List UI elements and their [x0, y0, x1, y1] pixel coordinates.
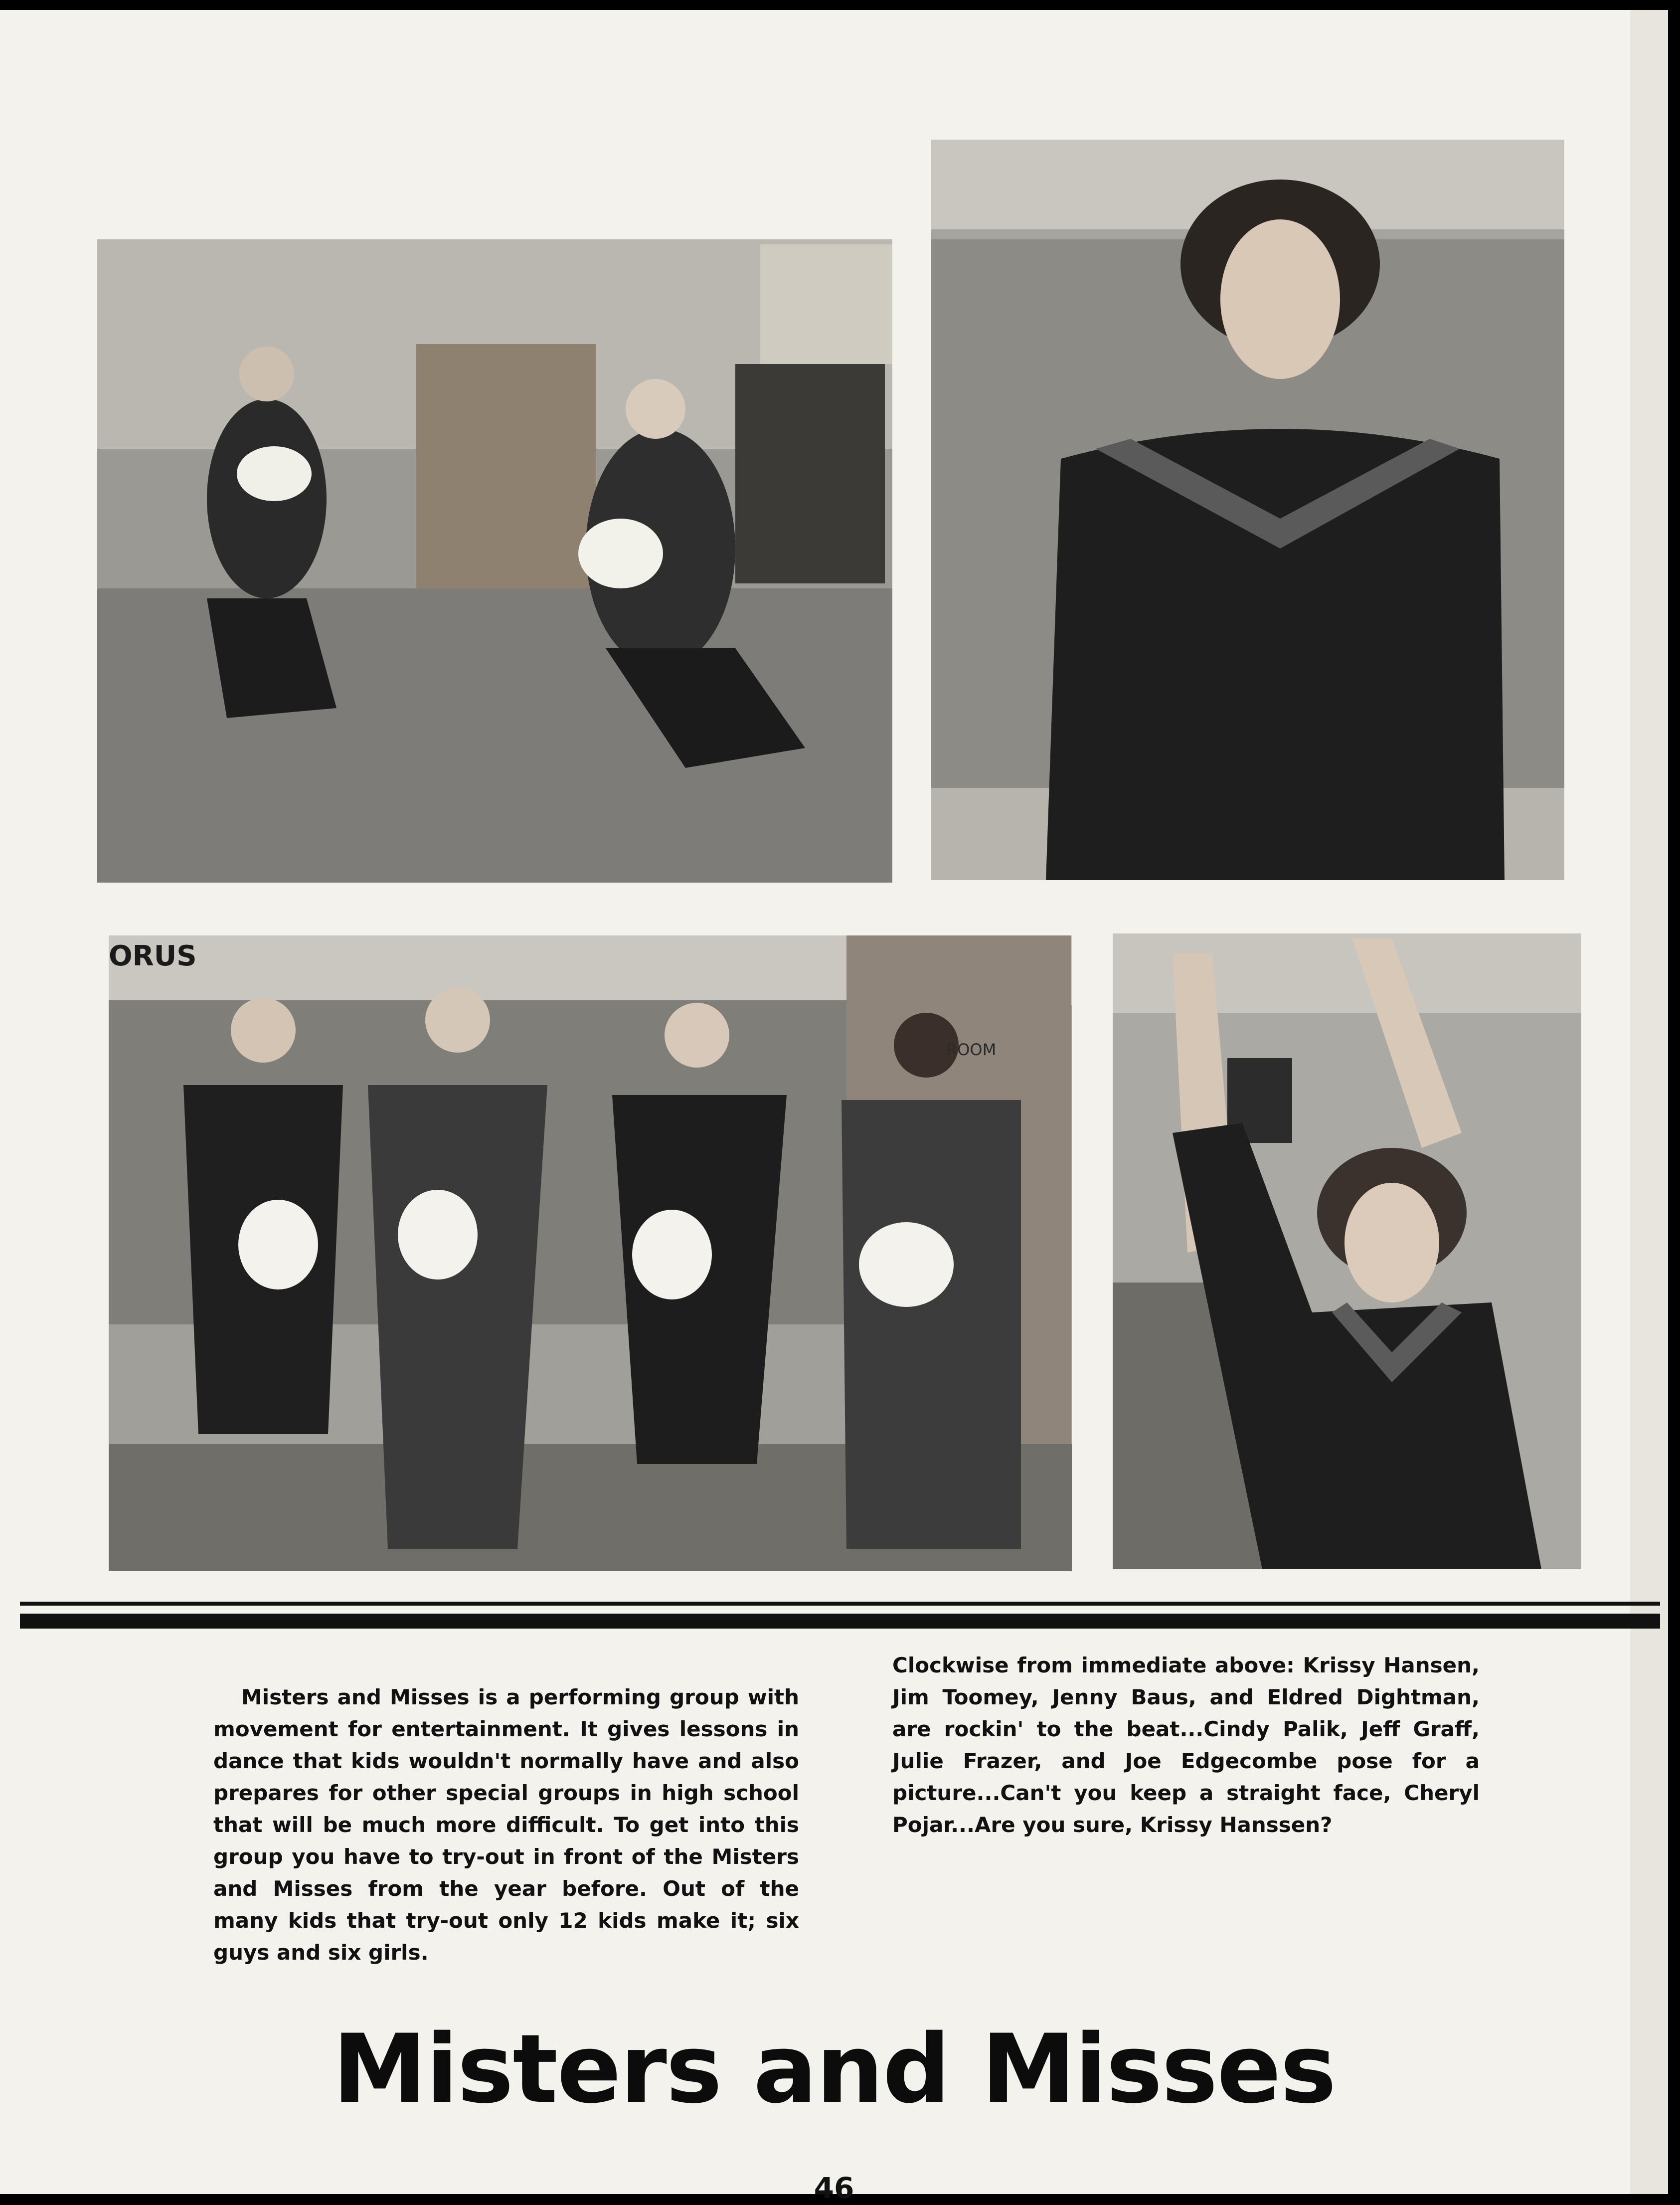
photo-girl-portrait [931, 140, 1564, 880]
divider-thin [20, 1602, 1660, 1606]
article-body-text: Misters and Misses is a performing group with movement for entertainment. It gives lessons in dance that kids wouldn't normally have and also prepares for other special groups in high school that will be much more difficult. To get into this group you have to try-out in front of the Misters and Misses from the year before. Out of the many kids that try-out only 12 kids make it; six guys and six girls. [213, 1685, 799, 1965]
divider-thick [20, 1614, 1660, 1629]
photo-caption-text: Clockwise from immediate above: Krissy Hansen, Jim Toomey, Jenny Baus, and Eldred Dightman, are rockin' to the beat...Cindy Palik, Jeff Graff, Julie Frazer, and Joe Edgecombe pose for a picture...Can't you keep a straight face, Cheryl Pojar...Are you sure, Krissy Hanssen? [892, 1653, 1480, 1837]
page-title: Misters and Misses [333, 2014, 1336, 2124]
page-number: 46 [814, 2171, 854, 2205]
article-body [213, 1681, 799, 1969]
photo-caption [892, 1650, 1480, 1841]
sign-orus: ORUS [109, 940, 197, 972]
page-edge [1630, 10, 1668, 2194]
sign-room: ROOM [946, 1040, 997, 1059]
photo-kneeling-boys [97, 239, 892, 883]
photo-four-students [109, 935, 1072, 1571]
photo-girl-raised-arms [1113, 933, 1581, 1569]
